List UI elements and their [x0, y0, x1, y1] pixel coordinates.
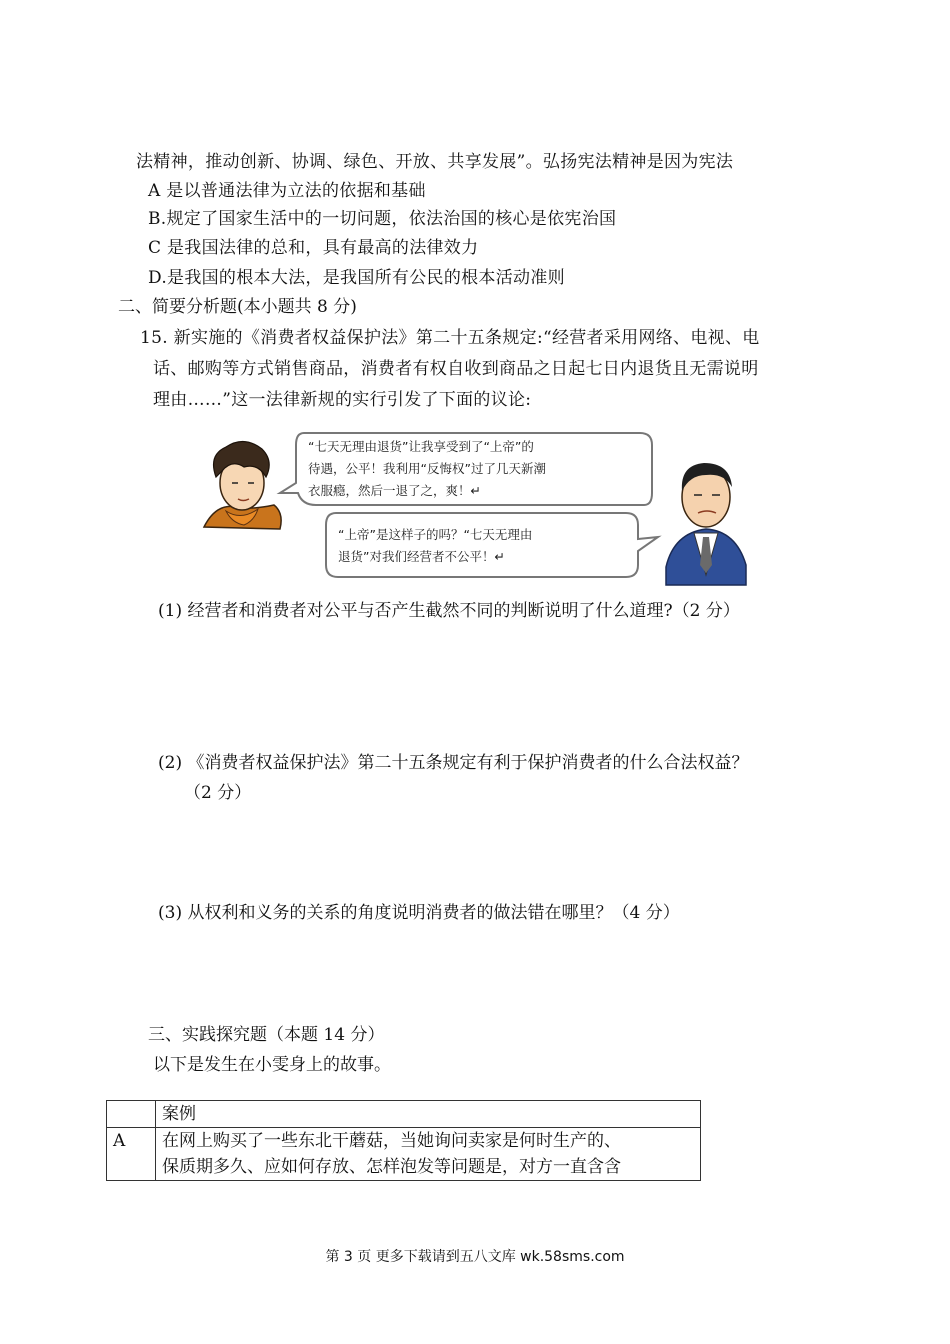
section-2-title: 二、简要分析题(本小题共 8 分) [118, 297, 357, 317]
table-header-row [107, 1101, 701, 1128]
seller-figure-icon [666, 463, 746, 585]
table-row-text-line-1: 在网上购买了一些东北干蘑菇，当她询问卖家是何时生产的、 [162, 1131, 621, 1151]
consumer-speech-line-1: “七天无理由退货”让我享受到了“上帝”的 [308, 439, 534, 454]
q15-line-1: 15. 新实施的《消费者权益保护法》第二十五条规定:“经营者采用网络、电视、电 [140, 328, 760, 348]
sub-question-2-line-1: (2) 《消费者权益保护法》第二十五条规定有利于保护消费者的什么合法权益？ [158, 753, 749, 773]
table-header-cell-case: 案例 [156, 1101, 701, 1128]
seller-speech-line-1: “上帝”是这样子的吗？“七天无理由 [338, 527, 533, 542]
consumer-figure-icon [204, 441, 281, 529]
q15-line-2: 话、邮购等方式销售商品，消费者有权自收到商品之日起七日内退货且无需说明 [153, 359, 759, 379]
case-table [106, 1100, 701, 1181]
sub-question-3: (3) 从权利和义务的关系的角度说明消费者的做法错在哪里？（4 分） [158, 903, 680, 923]
section-3-title: 三、实践探究题（本题 14 分） [148, 1025, 385, 1045]
option-d: D.是我国的根本大法，是我国所有公民的根本活动准则 [148, 268, 565, 288]
speech-bubble-seller [326, 513, 658, 577]
q15-line-3: 理由……”这一法律新规的实行引发了下面的议论: [153, 390, 532, 410]
consumer-speech-line-2: 待遇，公平！我利用“反悔权”过了几天新潮 [308, 461, 546, 476]
table-row-text [156, 1128, 701, 1181]
cartoon-illustration [196, 425, 761, 590]
sub-question-1: (1) 经营者和消费者对公平与否产生截然不同的判断说明了什么道理?（2 分） [158, 601, 740, 621]
table-row-text-line-2: 保质期多久、应如何存放、怎样泡发等问题是，对方一直含含 [162, 1157, 621, 1177]
table-header-cell-empty [107, 1101, 156, 1128]
consumer-speech-line-3: 衣服瘾，然后一退了之，爽！↵ [308, 483, 481, 498]
page-footer: 第 3 页 更多下载请到五八文库 wk.58sms.com [325, 1249, 625, 1265]
q14-continuation: 法精神，推动创新、协调、绿色、开放、共享发展”。弘扬宪法精神是因为宪法 [136, 152, 734, 172]
section-3-intro: 以下是发生在小雯身上的故事。 [153, 1055, 391, 1075]
sub-question-2-line-2: （2 分） [184, 783, 252, 803]
seller-speech-line-2: 退货”对我们经营者不公平！↵ [338, 549, 505, 564]
table-row [107, 1128, 701, 1181]
table-row-label: A [107, 1128, 156, 1181]
option-a: A 是以普通法律为立法的依据和基础 [148, 181, 426, 201]
option-b: B.规定了国家生活中的一切问题，依法治国的核心是依宪治国 [148, 209, 617, 229]
option-c: C 是我国法律的总和，具有最高的法律效力 [148, 238, 479, 258]
